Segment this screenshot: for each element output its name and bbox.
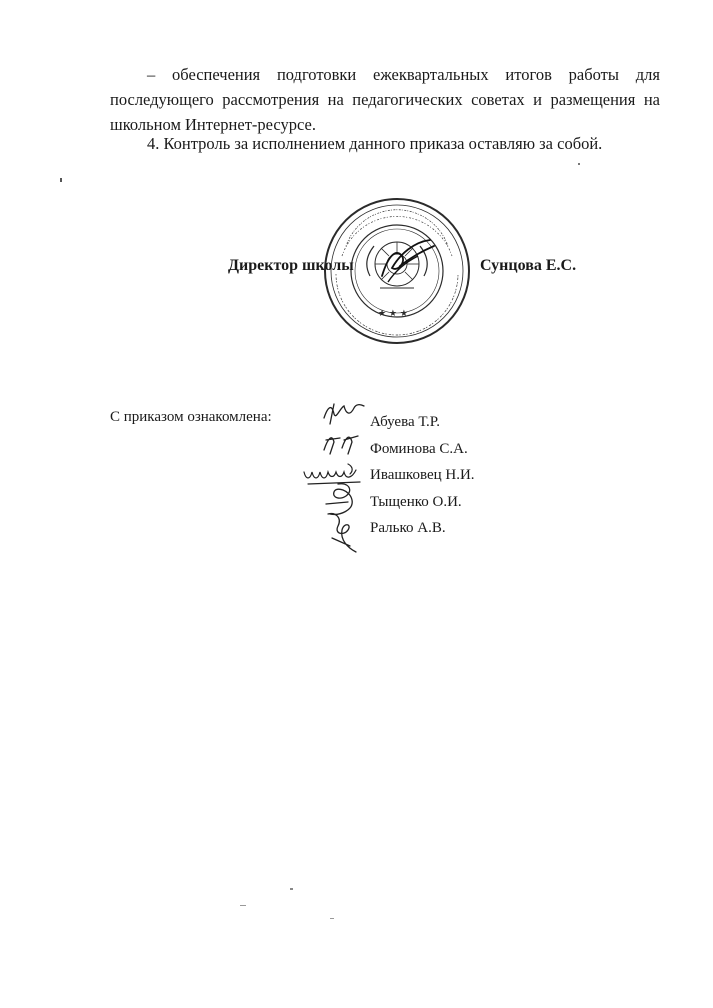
- scan-mark: [290, 888, 293, 890]
- list-item: Ралько А.В.: [370, 520, 446, 536]
- svg-text:★ ★ ★: ★ ★ ★: [378, 309, 408, 319]
- scan-mark: [60, 178, 62, 182]
- paragraph-item: – обеспечения подготовки ежеквартальных итогов работы для последующего рассмотрения на педагогических советах и размещения на школьном Интернет-ресурсе.: [110, 65, 660, 134]
- list-item: Абуева Т.Р.: [370, 414, 441, 430]
- list-item: Фоминова С.А.: [370, 440, 468, 457]
- handwritten-signature-icon: [320, 400, 370, 426]
- acknowledgement-label: С приказом ознакомлена:: [110, 409, 272, 425]
- acknowledgement-list: [370, 409, 475, 542]
- list-item: Тыщенко О.И.: [370, 493, 462, 510]
- list-item: Ивашковец Н.И.: [370, 467, 475, 483]
- paragraph-control: 4. Контроль за исполнением данного приказа оставляю за собой.: [147, 134, 603, 153]
- director-label: Директор школы: [228, 257, 354, 274]
- scan-mark: [330, 918, 334, 919]
- scan-mark: [240, 905, 246, 906]
- handwritten-signature-icon: [322, 508, 362, 554]
- director-name: Сунцова Е.С.: [480, 257, 577, 274]
- scan-mark: [578, 163, 580, 165]
- handwritten-signature-icon: [318, 428, 362, 456]
